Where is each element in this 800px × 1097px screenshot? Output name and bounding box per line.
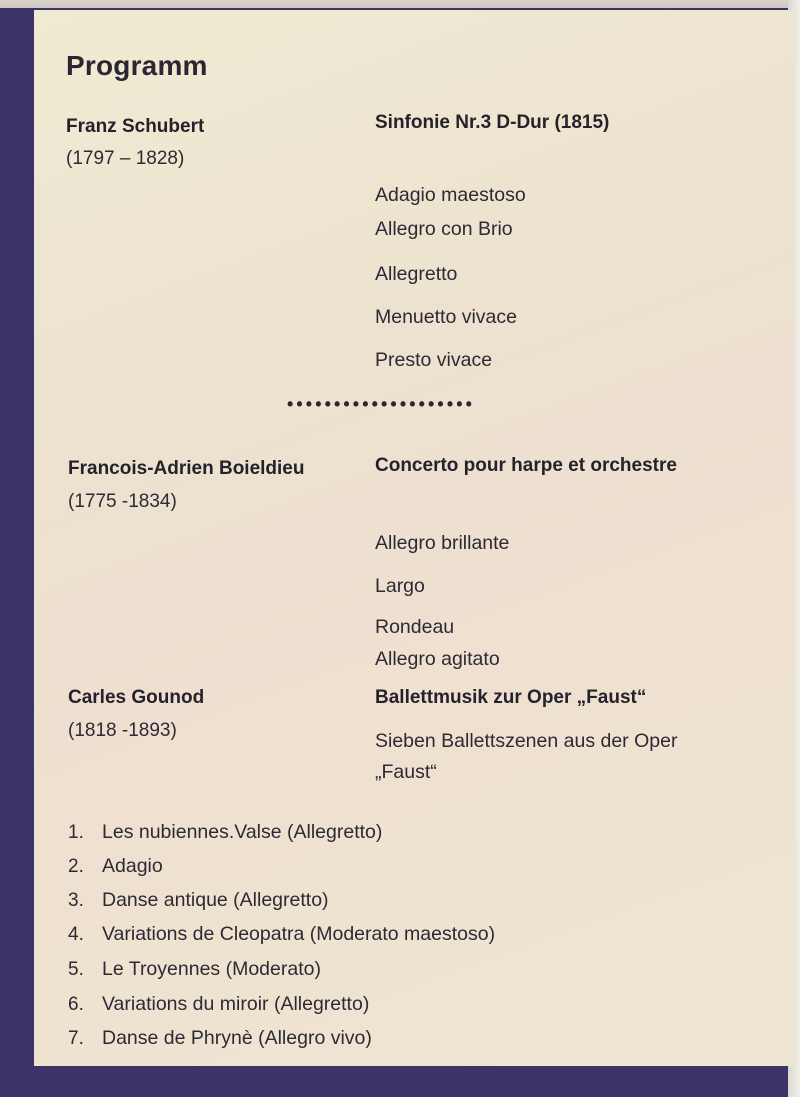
movement-item: Allegro agitato (375, 648, 500, 670)
composer-years: (1775 -1834) (68, 491, 177, 512)
list-number: 7. (68, 1028, 84, 1049)
work-title: Ballettmusik zur Oper „Faust“ (375, 687, 647, 708)
list-number: 2. (68, 856, 84, 877)
program-card (34, 10, 794, 1066)
work-title: Concerto pour harpe et orchestre (375, 455, 677, 476)
work-subtitle: „Faust“ (375, 761, 437, 783)
list-item: Variations du miroir (Allegretto) (102, 993, 370, 1015)
composer-name: Francois-Adrien Boieldieu (68, 458, 305, 479)
list-item: Les nubiennes.Valse (Allegretto) (102, 821, 383, 843)
work-title: Sinfonie Nr.3 D-Dur (1815) (375, 112, 610, 133)
list-number: 4. (68, 924, 84, 945)
dotted-separator: •••••••••••••••••••• (287, 394, 476, 414)
work-subtitle: Sieben Ballettszenen aus der Oper (375, 730, 678, 752)
composer-years: (1818 -1893) (68, 720, 177, 741)
list-item: Le Troyennes (Moderato) (102, 958, 321, 980)
list-number: 1. (68, 822, 84, 843)
list-number: 5. (68, 959, 84, 980)
list-item: Adagio (102, 855, 163, 877)
program-heading: Programm (66, 50, 208, 81)
list-item: Danse de Phrynè (Allegro vivo) (102, 1027, 372, 1049)
movement-item: Allegro brillante (375, 532, 510, 554)
movement-item: Presto vivace (375, 349, 493, 371)
composer-years: (1797 – 1828) (66, 148, 185, 169)
list-item: Variations de Cleopatra (Moderato maestoso) (102, 923, 496, 945)
top-edge (0, 0, 800, 8)
movement-item: Menuetto vivace (375, 306, 517, 328)
composer-name: Carles Gounod (68, 687, 205, 708)
list-item: Danse antique (Allegretto) (102, 889, 329, 911)
movement-item: Adagio maestoso (375, 184, 526, 206)
movement-item: Allegro con Brio (375, 218, 513, 240)
composer-name: Franz Schubert (66, 116, 205, 137)
movement-item: Rondeau (375, 616, 455, 638)
list-number: 3. (68, 890, 84, 911)
movement-item: Largo (375, 575, 425, 597)
list-number: 6. (68, 994, 84, 1015)
movement-item: Allegretto (375, 263, 458, 285)
